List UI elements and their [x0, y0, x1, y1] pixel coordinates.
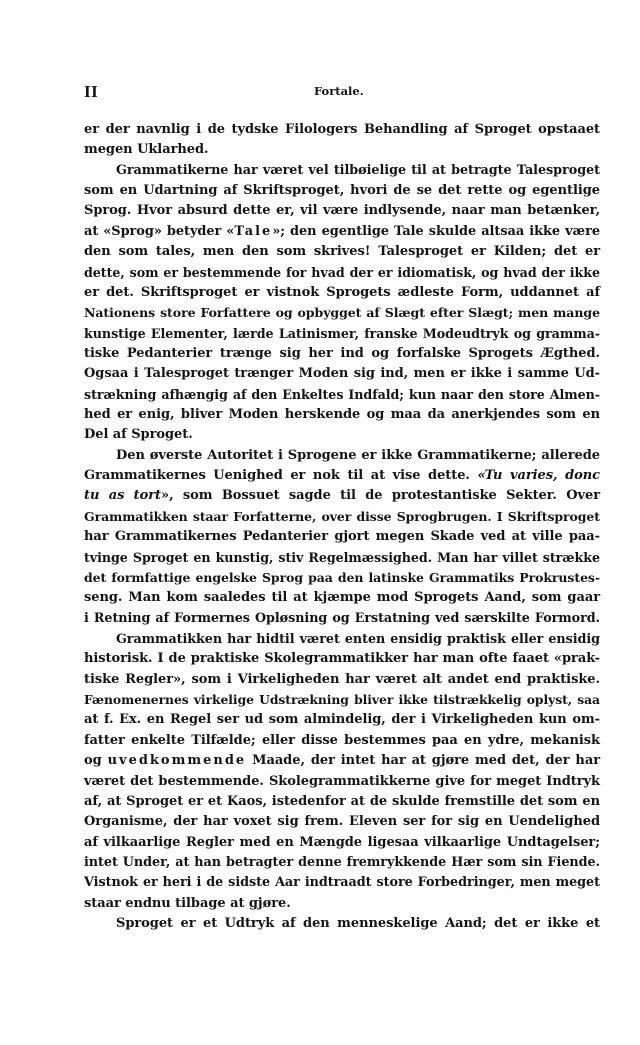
- text-line: Ogsaa i Talesproget trænger Moden sig ind, men er ikke i samme Ud-: [84, 366, 600, 382]
- text-line: af vilkaarlige Regler med en Mængde ligesaa vilkaarlige Undtagelser;: [84, 834, 600, 850]
- text-line: megen Uklarhed.: [84, 142, 209, 158]
- text-line: Den øverste Autoritet i Sprogene er ikke Grammatikerne; allerede: [116, 447, 600, 463]
- text-line: [84, 751, 600, 771]
- text-line: [84, 486, 600, 506]
- text-line: historisk. I de praktiske Skolegrammatikker har man ofte faaet «prak-: [84, 651, 600, 667]
- text-line: Sprog. Hvor absurd dette er, vil være indlysende, naar man betænker,: [84, 203, 600, 219]
- text-line: hed er enig, bliver Moden herskende og maa da anerkjendes som en: [84, 407, 600, 423]
- text-line: tiske Pedanterier trænge sig her ind og forfalske Sprogets Ægthed.: [84, 345, 600, 361]
- text-line: har Grammatikernes Pedanterier gjort megen Skade ved at ville paa-: [84, 529, 600, 545]
- text-line: intet Under, at han betragter denne fremrykkende Hær som sin Fiende.: [84, 854, 600, 870]
- text-line: Nationens store Forfattere og opbygget af Slægt efter Slægt; men mange: [84, 305, 600, 321]
- text-line: Vistnok er heri i de sidste Aar indtraadt store Forbedringer, men meget: [84, 875, 600, 891]
- text-line: er det. Skriftsproget er vistnok Sprogets ædleste Form, uddannet af: [84, 284, 600, 300]
- text-run: at «Sprog» betyder «: [84, 223, 235, 239]
- text-line: kunstige Elementer, lærde Latinismer, franske Modeudtryk og gramma-: [84, 325, 600, 341]
- text-line: seng. Man kom saaledes til at kjæmpe mod Sprogets Aand, som gaar: [84, 590, 600, 606]
- text-line: Del af Sproget.: [84, 427, 193, 443]
- text-line: været det bestemmende. Skolegrammatikkerne give for meget Indtryk: [84, 773, 600, 789]
- running-head: [82, 82, 602, 104]
- italic-quote: tu as tort: [84, 488, 162, 504]
- body-text: [84, 120, 600, 934]
- running-title: Fortale.: [314, 84, 364, 98]
- text-line: i Retning af Formernes Opløsning og Erstatning ved særskilte Formord.: [84, 610, 600, 626]
- text-line: at f. Ex. en Regel ser ud som almindelig, der i Virkeligheden kun om-: [84, 712, 600, 728]
- text-line: dette, som er bestemmende for hvad der er idiomatisk, og hvad der ikke: [84, 264, 600, 280]
- text-line: det formfattige engelske Sprog paa den latinske Grammatiks Prokrustes-: [84, 569, 600, 585]
- text-run: og: [84, 753, 108, 769]
- text-line: Grammatikerne har været vel tilbøielige til at betragte Talesproget: [116, 162, 600, 178]
- text-line: staar endnu tilbage at gjøre.: [84, 895, 291, 911]
- text-run: »; den egentlige Tale skulde altsaa ikke være: [272, 223, 600, 239]
- italic-quote: «Tu varies, donc: [477, 468, 600, 484]
- text-line: Organisme, der har voxet sig frem. Eleven ser for sig en Uendelighed: [84, 814, 600, 830]
- text-line: Grammatikken staar Forfatterne, over disse Sprogbrugen. I Skriftsproget: [84, 508, 600, 524]
- text-line: strækning afhængig af den Enkeltes Indfald; kun naar den store Almen-: [84, 386, 600, 402]
- text-run: », som Bossuet sagde til de protestantiske Sekter. Over: [161, 488, 601, 504]
- text-line: Sproget er et Udtryk af den menneskelige Aand; det er ikke et: [116, 916, 600, 932]
- text-line: Grammatikken har hidtil været enten ensidig praktisk eller ensidig: [116, 630, 600, 646]
- text-line: som en Udartning af Skriftsproget, hvori de se det rette og egentlige: [84, 183, 600, 199]
- text-line: tiske Regler», som i Virkeligheden har været alt andet end praktiske.: [84, 671, 600, 687]
- text-line: er der navnlig i de tydske Filologers Behandling af Sproget opstaaet: [84, 122, 600, 137]
- page-number: II: [84, 82, 99, 101]
- text-run: Maade, der intet har at gjøre med det, der har: [246, 753, 601, 769]
- text-line: Fænomenernes virkelige Udstrækning bliver ikke tilstrækkelig oplyst, saa: [84, 692, 600, 708]
- text-run: Grammatikernes Uenighed er nok til at vise dette.: [84, 468, 478, 484]
- text-line: [84, 222, 600, 242]
- text-line: den som tales, men den som skrives! Talesproget er Kilden; det er: [84, 244, 600, 260]
- text-line: [84, 466, 600, 486]
- text-line: af, at Sproget er et Kaos, istedenfor at de skulde fremstille det som en: [84, 793, 600, 809]
- text-line: fatter enkelte Tilfælde; eller disse bestemmes paa en ydre, mekanisk: [84, 732, 600, 748]
- text-line: tvinge Sproget en kunstig, stiv Regelmæssighed. Man har villet strække: [84, 549, 600, 565]
- spaced-word: Tale: [234, 223, 273, 239]
- spaced-word: uvedkommende: [107, 753, 247, 769]
